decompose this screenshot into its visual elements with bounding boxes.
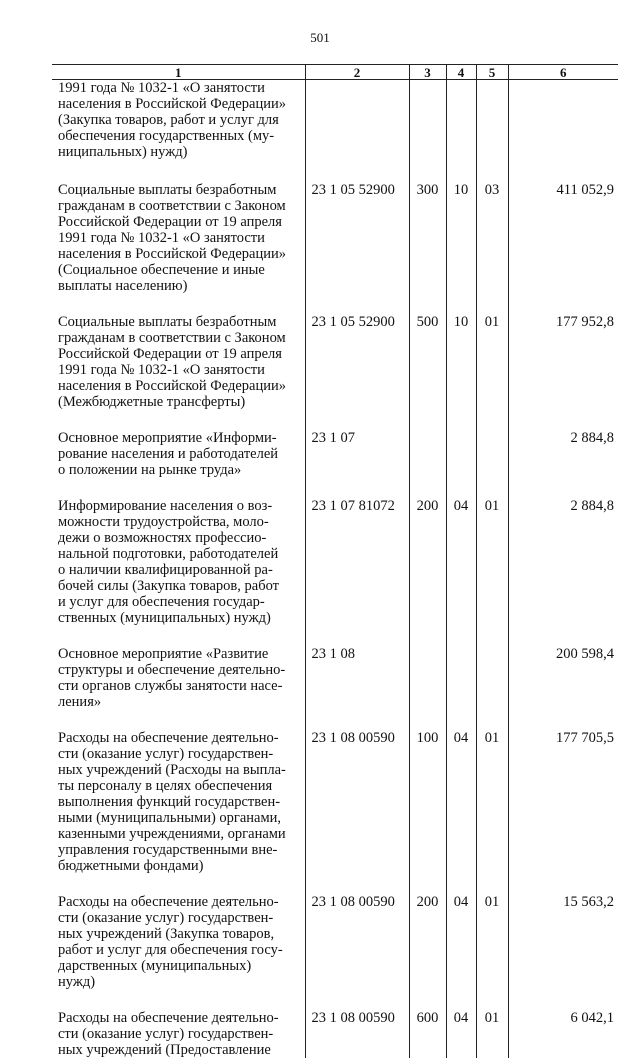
row-name-line: населения в Российской Федерации» xyxy=(58,96,287,112)
row-name-cell xyxy=(52,498,305,646)
column-header-6: 6 xyxy=(508,65,618,80)
classification-code-cell: 23 1 05 52900 xyxy=(305,182,409,314)
row-name-line: 1991 года № 1032-1 «О занятости xyxy=(58,80,265,96)
row-name-line: выполнения функций государствен- xyxy=(58,794,281,810)
row-name-line: ных учреждений (Предоставление xyxy=(58,1042,271,1058)
row-name-line: ных учреждений (Расходы на выпла- xyxy=(58,762,286,778)
row-name-cell xyxy=(52,646,305,730)
section-cell: 10 xyxy=(446,314,476,430)
table-row xyxy=(52,730,618,894)
subsection-cell: 01 xyxy=(476,1010,508,1058)
row-name-line: сти (оказание услуг) государствен- xyxy=(58,910,274,926)
row-name-line: (Закупка товаров, работ и услуг для xyxy=(58,112,279,128)
row-name-line: дежи о возможностях профессио- xyxy=(58,530,267,546)
row-name-line: Основное мероприятие «Информи- xyxy=(58,430,277,446)
subsection-cell: 01 xyxy=(476,314,508,430)
row-name-line: и услуг для обеспечения государ- xyxy=(58,594,265,610)
section-cell: 10 xyxy=(446,182,476,314)
section-cell xyxy=(446,646,476,730)
row-name-cell xyxy=(52,1010,305,1058)
row-name-line: ных учреждений (Закупка товаров, xyxy=(58,926,275,942)
subsection-cell: 01 xyxy=(476,894,508,1010)
row-name-line: сти органов службы занятости насе- xyxy=(58,678,283,694)
row-name-line: Социальные выплаты безработным xyxy=(58,182,277,198)
row-name-line: бочей силы (Закупка товаров, работ xyxy=(58,578,279,594)
row-name-line: Социальные выплаты безработным xyxy=(58,314,277,330)
amount-cell: 411 052,9 xyxy=(508,182,618,314)
table-row xyxy=(52,314,618,430)
column-header-4: 4 xyxy=(446,65,476,80)
expense-type-cell xyxy=(409,80,446,183)
row-name-line: Расходы на обеспечение деятельно- xyxy=(58,730,279,746)
row-name-line: сти (оказание услуг) государствен- xyxy=(58,746,274,762)
row-name-line: Информирование населения о воз- xyxy=(58,498,273,514)
classification-code-cell xyxy=(305,80,409,183)
budget-table xyxy=(52,64,618,1058)
row-name-line: ственных (муниципальных) нужд) xyxy=(58,610,271,626)
amount-cell: 2 884,8 xyxy=(508,498,618,646)
row-name-line: 1991 года № 1032-1 «О занятости xyxy=(58,230,265,246)
classification-code-cell: 23 1 08 00590 xyxy=(305,730,409,894)
row-name-line: (Межбюджетные трансферты) xyxy=(58,394,246,410)
section-cell xyxy=(446,80,476,183)
classification-code-cell: 23 1 07 81072 xyxy=(305,498,409,646)
row-name-line: сти (оказание услуг) государствен- xyxy=(58,1026,274,1042)
classification-code-cell: 23 1 07 xyxy=(305,430,409,498)
row-name-line: гражданам в соответствии с Законом xyxy=(58,198,286,214)
expense-type-cell: 200 xyxy=(409,498,446,646)
row-name-line: Российской Федерации от 19 апреля xyxy=(58,214,282,230)
row-name-line: ниципальных) нужд) xyxy=(58,144,188,160)
expense-type-cell: 500 xyxy=(409,314,446,430)
expense-type-cell xyxy=(409,430,446,498)
row-name-cell xyxy=(52,430,305,498)
row-name-line: работ и услуг для обеспечения госу- xyxy=(58,942,283,958)
column-header-2: 2 xyxy=(305,65,409,80)
amount-cell: 6 042,1 xyxy=(508,1010,618,1058)
row-name-line: гражданам в соответствии с Законом xyxy=(58,330,286,346)
column-header-1: 1 xyxy=(52,65,305,80)
subsection-cell: 01 xyxy=(476,498,508,646)
section-cell: 04 xyxy=(446,498,476,646)
row-name-line: обеспечения государственных (му- xyxy=(58,128,275,144)
section-cell: 04 xyxy=(446,1010,476,1058)
row-name-line: ными (муниципальными) органами, xyxy=(58,810,282,826)
subsection-cell: 03 xyxy=(476,182,508,314)
table-row xyxy=(52,646,618,730)
row-name-line: Основное мероприятие «Развитие xyxy=(58,646,269,662)
expense-type-cell xyxy=(409,646,446,730)
classification-code-cell: 23 1 08 00590 xyxy=(305,894,409,1010)
subsection-cell xyxy=(476,646,508,730)
row-name-line: о наличии квалифицированной ра- xyxy=(58,562,273,578)
amount-cell: 2 884,8 xyxy=(508,430,618,498)
row-name-line: управления государственными вне- xyxy=(58,842,278,858)
table-row xyxy=(52,80,618,183)
table-row xyxy=(52,894,618,1010)
subsection-cell: 01 xyxy=(476,730,508,894)
row-name-line: ления» xyxy=(58,694,102,710)
row-name-cell xyxy=(52,182,305,314)
section-cell: 04 xyxy=(446,894,476,1010)
expense-type-cell: 300 xyxy=(409,182,446,314)
row-name-line: 1991 года № 1032-1 «О занятости xyxy=(58,362,265,378)
classification-code-cell: 23 1 08 00590 xyxy=(305,1010,409,1058)
row-name-line: населения в Российской Федерации» xyxy=(58,378,287,394)
amount-cell: 15 563,2 xyxy=(508,894,618,1010)
row-name-line: казенными учреждениями, органами xyxy=(58,826,286,842)
row-name-line: ты персоналу в целях обеспечения xyxy=(58,778,273,794)
row-name-line: рование населения и работодателей xyxy=(58,446,279,462)
classification-code-cell: 23 1 05 52900 xyxy=(305,314,409,430)
table-row xyxy=(52,182,618,314)
page-number: 501 xyxy=(310,30,330,45)
expense-type-cell: 200 xyxy=(409,894,446,1010)
amount-cell: 200 598,4 xyxy=(508,646,618,730)
amount-cell: 177 952,8 xyxy=(508,314,618,430)
expense-type-cell: 600 xyxy=(409,1010,446,1058)
row-name-line: (Социальное обеспечение и иные xyxy=(58,262,265,278)
row-name-cell xyxy=(52,894,305,1010)
amount-cell xyxy=(508,80,618,183)
amount-cell: 177 705,5 xyxy=(508,730,618,894)
subsection-cell xyxy=(476,430,508,498)
classification-code-cell: 23 1 08 xyxy=(305,646,409,730)
expense-type-cell: 100 xyxy=(409,730,446,894)
row-name-line: нальной подготовки, работодателей xyxy=(58,546,279,562)
table-row xyxy=(52,430,618,498)
column-header-5: 5 xyxy=(476,65,508,80)
row-name-line: бюджетными фондами) xyxy=(58,858,204,874)
table-row xyxy=(52,498,618,646)
section-cell: 04 xyxy=(446,730,476,894)
row-name-line: населения в Российской Федерации» xyxy=(58,246,287,262)
row-name-cell xyxy=(52,80,305,183)
subsection-cell xyxy=(476,80,508,183)
row-name-line: структуры и обеспечение деятельно- xyxy=(58,662,286,678)
row-name-line: Расходы на обеспечение деятельно- xyxy=(58,894,279,910)
row-name-line: о положении на рынке труда» xyxy=(58,462,242,478)
row-name-line: дарственных (муниципальных) xyxy=(58,958,252,974)
row-name-line: Российской Федерации от 19 апреля xyxy=(58,346,282,362)
row-name-line: можности трудоустройства, моло- xyxy=(58,514,269,530)
table-row xyxy=(52,1010,618,1058)
row-name-line: Расходы на обеспечение деятельно- xyxy=(58,1010,279,1026)
section-cell xyxy=(446,430,476,498)
row-name-cell xyxy=(52,730,305,894)
row-name-line: нужд) xyxy=(58,974,96,990)
column-header-3: 3 xyxy=(409,65,446,80)
header-row xyxy=(52,65,618,80)
row-name-cell xyxy=(52,314,305,430)
row-name-line: выплаты населению) xyxy=(58,278,188,294)
